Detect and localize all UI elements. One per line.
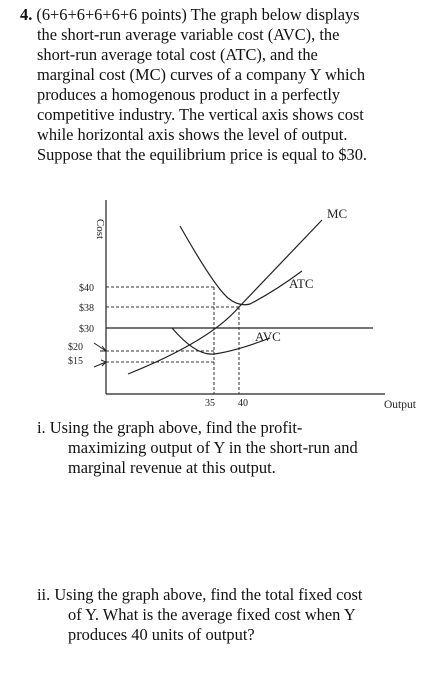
question-text-line: marginal cost (MC) curves of a company Y which — [37, 65, 366, 84]
cost-curves-figure — [0, 196, 439, 412]
price-label-15: $15 — [68, 356, 83, 367]
mc-label: MC — [327, 206, 348, 221]
subquestion-text-line: marginal revenue at this output. — [68, 458, 276, 477]
price-label-38: $38 — [79, 303, 94, 314]
price-label-20: $20 — [68, 342, 83, 353]
subquestion-ii-line-1 — [37, 585, 363, 605]
question-number: 4. — [20, 5, 33, 24]
x-axis-label: Output — [384, 399, 416, 411]
question-line-1 — [20, 5, 360, 25]
question-text-line: (6+6+6+6+6+6 points) The graph below displays — [36, 5, 360, 24]
question-text-line: Suppose that the equilibrium price is equal to $30. — [37, 145, 368, 164]
subquestion-text-line: Using the graph above, find the profit- — [49, 418, 303, 437]
question-text-line: produces a homogenous product in a perfectly — [37, 85, 341, 104]
arrow-20 — [94, 343, 106, 351]
atc-label: ATC — [289, 276, 314, 291]
price-label-40: $40 — [79, 283, 94, 294]
avc-label: AVC — [255, 329, 281, 344]
cost-curves-graph — [0, 196, 439, 412]
question-text-line: short-run average total cost (ATC), and the — [37, 45, 318, 64]
y-axis-label: Cost — [94, 218, 106, 240]
question-text-line: competitive industry. The vertical axis shows cost — [37, 105, 364, 124]
question-text-line: while horizontal axis shows the level of output. — [37, 125, 348, 144]
output-label-40: 40 — [238, 398, 248, 409]
output-label-35: 35 — [205, 398, 215, 409]
question-text-line: the short-run average variable cost (AVC), the — [37, 25, 340, 44]
subquestion-label: ii. — [37, 585, 51, 604]
subquestion-label: i. — [37, 418, 46, 437]
subquestion-i-line-1 — [37, 418, 302, 438]
atc-curve — [180, 226, 302, 305]
price-label-30: $30 — [79, 324, 94, 335]
subquestion-text-line: maximizing output of Y in the short-run and — [68, 438, 358, 457]
subquestion-text-line: of Y. What is the average fixed cost when Y — [68, 605, 356, 624]
subquestion-text-line: Using the graph above, find the total fixed cost — [54, 585, 363, 604]
subquestion-text-line: produces 40 units of output? — [68, 625, 255, 644]
